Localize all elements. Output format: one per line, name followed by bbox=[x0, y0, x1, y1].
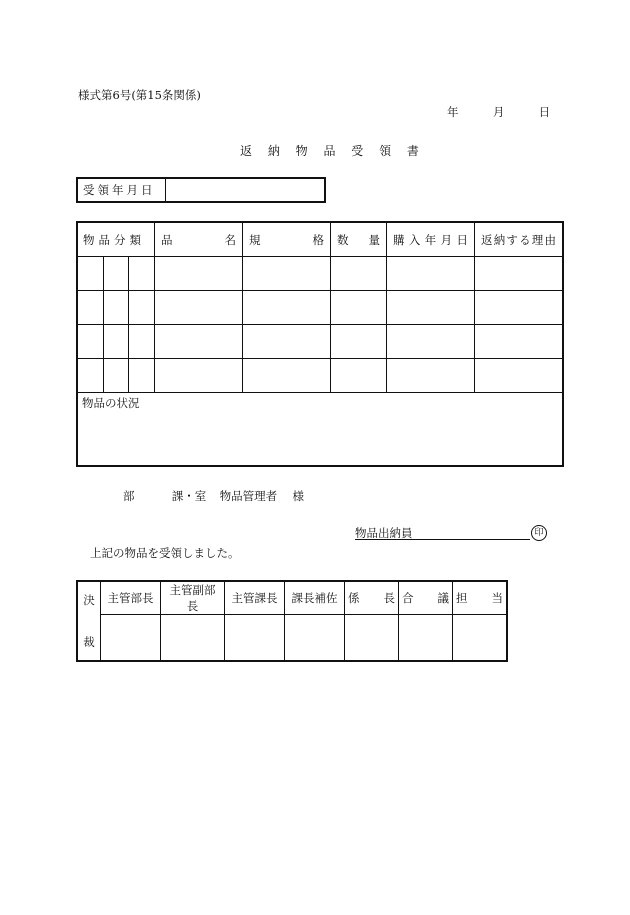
stamp-box-assistant-chief[interactable] bbox=[285, 615, 345, 662]
cell-class-1[interactable] bbox=[77, 257, 103, 291]
role-staff: 係長 bbox=[345, 581, 399, 615]
receipt-date-table bbox=[76, 177, 326, 203]
cell-purchase-date[interactable] bbox=[387, 291, 475, 325]
items-table bbox=[76, 221, 564, 467]
cell-spec[interactable] bbox=[243, 325, 331, 359]
clerk-label: 物品出納員 bbox=[355, 526, 413, 540]
cell-return-reason[interactable] bbox=[475, 325, 564, 359]
approval-table bbox=[76, 580, 508, 662]
form-number: 様式第6号(第15条関係) bbox=[78, 88, 201, 102]
col-header-classification: 物品分類 bbox=[77, 222, 155, 257]
table-row bbox=[77, 291, 563, 325]
cell-purchase-date[interactable] bbox=[387, 257, 475, 291]
addressee-line bbox=[123, 488, 304, 504]
role-deputy-director: 主管副部長 bbox=[161, 581, 225, 615]
col-header-name: 品名 bbox=[155, 222, 243, 257]
stamp-box-consultation[interactable] bbox=[399, 615, 453, 662]
date-year-label: 年 bbox=[447, 105, 459, 119]
date-month-label: 月 bbox=[492, 105, 505, 119]
receipt-date-field[interactable] bbox=[166, 178, 326, 202]
addressee-section: 課・室 bbox=[171, 489, 207, 503]
cell-class-2[interactable] bbox=[103, 257, 129, 291]
cell-quantity[interactable] bbox=[331, 291, 387, 325]
stamp-box-deputy-director[interactable] bbox=[161, 615, 225, 662]
role-in-charge: 担当 bbox=[453, 581, 508, 615]
cell-purchase-date[interactable] bbox=[387, 359, 475, 393]
addressee-manager: 物品管理者 bbox=[219, 489, 278, 503]
cell-name[interactable] bbox=[155, 359, 243, 393]
cell-class-3[interactable] bbox=[129, 257, 155, 291]
cell-class-3[interactable] bbox=[129, 359, 155, 393]
cell-class-3[interactable] bbox=[129, 291, 155, 325]
stamp-box-staff[interactable] bbox=[345, 615, 399, 662]
col-header-quantity: 数量 bbox=[331, 222, 387, 257]
role-section-chief: 主管課長 bbox=[225, 581, 285, 615]
cell-class-1[interactable] bbox=[77, 325, 103, 359]
item-condition-label: 物品の状況 bbox=[82, 396, 140, 410]
cell-quantity[interactable] bbox=[331, 257, 387, 291]
role-chief-director: 主管部長 bbox=[101, 581, 161, 615]
cell-return-reason[interactable] bbox=[475, 291, 564, 325]
document-title: 返 納 物 品 受 領 書 bbox=[240, 144, 425, 158]
cell-name[interactable] bbox=[155, 325, 243, 359]
stamp-box-section-chief[interactable] bbox=[225, 615, 285, 662]
receipt-date-label: 受領年月日 bbox=[77, 178, 166, 202]
cell-spec[interactable] bbox=[243, 257, 331, 291]
clerk-signature-line[interactable] bbox=[355, 539, 530, 540]
cell-name[interactable] bbox=[155, 257, 243, 291]
cell-return-reason[interactable] bbox=[475, 359, 564, 393]
cell-class-1[interactable] bbox=[77, 291, 103, 325]
stamp-box-chief-director[interactable] bbox=[101, 615, 161, 662]
cell-class-1[interactable] bbox=[77, 359, 103, 393]
approval-label bbox=[77, 581, 101, 661]
date-line bbox=[447, 104, 550, 120]
received-statement: 上記の物品を受領しました。 bbox=[90, 546, 240, 560]
role-consultation: 合議 bbox=[399, 581, 453, 615]
addressee-dept: 部 bbox=[123, 489, 135, 503]
col-header-return-reason: 返納する理由 bbox=[475, 222, 564, 257]
role-assistant-chief: 課長補佐 bbox=[285, 581, 345, 615]
stamp-box-in-charge[interactable] bbox=[453, 615, 508, 662]
cell-class-3[interactable] bbox=[129, 325, 155, 359]
item-condition-field[interactable] bbox=[77, 393, 563, 467]
cell-return-reason[interactable] bbox=[475, 257, 564, 291]
date-day-label: 日 bbox=[538, 105, 551, 119]
cell-class-2[interactable] bbox=[103, 325, 129, 359]
table-row bbox=[77, 325, 563, 359]
table-row bbox=[77, 359, 563, 393]
col-header-purchase-date: 購入年月日 bbox=[387, 222, 475, 257]
cell-spec[interactable] bbox=[243, 291, 331, 325]
cell-quantity[interactable] bbox=[331, 359, 387, 393]
col-header-spec: 規格 bbox=[243, 222, 331, 257]
cell-purchase-date[interactable] bbox=[387, 325, 475, 359]
items-header-row bbox=[77, 222, 563, 257]
table-row bbox=[77, 257, 563, 291]
cell-spec[interactable] bbox=[243, 359, 331, 393]
cell-class-2[interactable] bbox=[103, 359, 129, 393]
approval-label-bottom: 裁 bbox=[83, 635, 95, 649]
cell-class-2[interactable] bbox=[103, 291, 129, 325]
approval-label-top: 決 bbox=[83, 593, 95, 607]
seal-mark: 印 bbox=[531, 525, 547, 541]
addressee-honorific: 様 bbox=[292, 489, 304, 503]
cell-quantity[interactable] bbox=[331, 325, 387, 359]
cell-name[interactable] bbox=[155, 291, 243, 325]
